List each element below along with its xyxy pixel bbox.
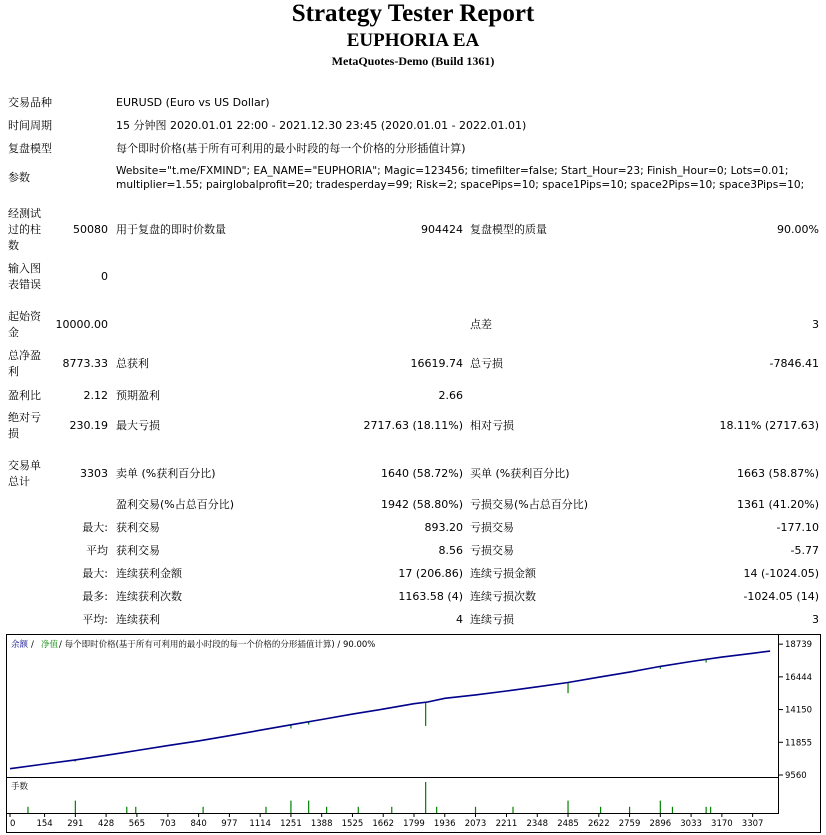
max-drawdown-value: 2717.63 (18.11%) — [363, 419, 463, 432]
ea-name: EUPHORIA EA — [346, 30, 480, 51]
max-consecutive-profit-label: 最多: — [82, 590, 108, 603]
ticks-value: 904424 — [421, 223, 463, 236]
net-profit-value: 8773.33 — [62, 357, 108, 370]
max-consecutive-win-label: 连续获利金额 — [116, 567, 182, 580]
x-tick-label: 2485 — [557, 819, 579, 829]
average-label: 平均 — [86, 544, 108, 557]
net-profit-label: 总净盈利 — [8, 349, 41, 378]
symbol-value: EURUSD (Euro vs US Dollar) — [116, 96, 270, 109]
x-tick-label: 2622 — [587, 819, 610, 829]
average-win-label: 获利交易 — [116, 544, 160, 557]
x-tick-label: 1525 — [341, 819, 364, 829]
x-tick-label: 3307 — [741, 819, 764, 829]
bars-value: 50080 — [73, 223, 108, 236]
rel-drawdown-label: 相对亏损 — [470, 419, 514, 432]
long-positions-label: 买单 (%获利百分比) — [470, 467, 570, 480]
profit-factor-label: 盈利比 — [8, 389, 41, 402]
y-tick-label: 11855 — [785, 738, 813, 749]
average-loss-value: -5.77 — [790, 544, 819, 557]
largest-label: 最大: — [82, 521, 108, 534]
profit-factor-value: 2.12 — [83, 389, 108, 402]
max-consecutive-profit-win-label: 连续获利次数 — [116, 590, 182, 603]
ticks-label: 用于复盘的即时价数量 — [116, 223, 226, 236]
quality-label: 复盘模型的质量 — [470, 223, 547, 236]
max-consecutive-label: 最大: — [82, 567, 108, 580]
legend-balance: 余额 — [11, 640, 29, 650]
gross-profit-label: 总获利 — [116, 357, 149, 370]
x-tick-label: 1388 — [310, 819, 333, 829]
x-tick-label: 565 — [128, 819, 145, 829]
average-loss-label: 亏损交易 — [470, 544, 514, 557]
x-tick-label: 1936 — [433, 819, 456, 829]
bars-label: 经测试过的柱数 — [8, 207, 41, 252]
x-tick-label: 2211 — [495, 819, 518, 829]
total-trades-label: 交易单总计 — [8, 459, 41, 488]
max-consecutive-loss-value: 14 (-1024.05) — [743, 567, 819, 580]
x-tick-label: 977 — [221, 819, 238, 829]
params-line-2: multiplier=1.55; pairglobalprofit=20; tradesperday=99; Risk=2; spacePips=10; space1Pips=10; space2Pips=10; space3Pips=10; — [116, 179, 805, 191]
x-tick-label: 840 — [190, 819, 207, 829]
x-tick-label: 703 — [159, 819, 176, 829]
largest-loss-value: -177.10 — [776, 521, 819, 534]
x-tick-label: 1799 — [403, 819, 425, 829]
x-tick-label: 1662 — [372, 819, 395, 829]
deposit-value: 10000.00 — [55, 318, 108, 331]
largest-loss-label: 亏损交易 — [470, 521, 514, 534]
average-win-value: 8.56 — [438, 544, 463, 557]
y-tick-label: 18739 — [785, 640, 813, 651]
legend-equity: 净值 — [41, 640, 59, 650]
errors-value: 0 — [101, 270, 108, 283]
short-positions-label: 卖单 (%获利百分比) — [116, 467, 216, 480]
report-title: Strategy Tester Report — [291, 0, 535, 27]
loss-trades-value: 1361 (41.20%) — [736, 498, 819, 511]
spread-label: 点差 — [470, 318, 492, 331]
build-info: MetaQuotes-Demo (Build 1361) — [331, 54, 495, 68]
x-tick-label: 2348 — [526, 819, 549, 829]
lots-plot-area — [7, 778, 779, 814]
balance-chart — [6, 634, 821, 833]
params-label: 参数 — [8, 171, 30, 184]
x-tick-label: 154 — [36, 819, 53, 829]
expected-payoff-value: 2.66 — [438, 389, 463, 402]
max-drawdown-label: 最大亏损 — [116, 419, 160, 432]
legend-separator: / — [31, 640, 34, 650]
params-line-1: Website="t.me/FXMIND"; EA_NAME="EUPHORIA"; Magic=123456; timefilter=false; Start_Hour=23; Finish_Hour=0; Lots=0.01; — [116, 165, 789, 177]
win-trades-value: 1942 (58.80%) — [380, 498, 463, 511]
period-label: 时间周期 — [8, 119, 52, 132]
x-tick-label: 291 — [67, 819, 84, 829]
x-tick-label: 3170 — [711, 819, 733, 829]
max-consecutive-loss-label: 连续亏损金额 — [470, 567, 536, 580]
errors-label: 输入图表错误 — [8, 262, 41, 291]
y-tick-label: 14150 — [785, 705, 813, 716]
x-tick-label: 428 — [97, 819, 115, 829]
abs-drawdown-label: 绝对亏损 — [8, 411, 41, 440]
x-tick-label: 3033 — [680, 819, 702, 829]
x-tick-label: 2759 — [618, 819, 641, 829]
symbol-label: 交易品种 — [8, 96, 52, 109]
largest-win-label: 获利交易 — [116, 521, 160, 534]
rel-drawdown-value: 18.11% (2717.63) — [719, 419, 819, 432]
y-tick-label: 16444 — [785, 672, 813, 683]
loss-trades-label: 亏损交易(%占总百分比) — [470, 498, 589, 511]
short-positions-value: 1640 (58.72%) — [380, 467, 463, 480]
average-consecutive-win-value: 4 — [456, 613, 463, 626]
max-consecutive-profit-win-value: 1163.58 (4) — [398, 590, 463, 603]
gross-profit-value: 16619.74 — [410, 357, 463, 370]
average-consecutive-win-label: 连续获利 — [116, 613, 160, 626]
max-consecutive-profit-loss-value: -1024.05 (14) — [743, 590, 819, 603]
x-tick-label: 0 — [10, 819, 16, 829]
abs-drawdown-value: 230.19 — [69, 419, 108, 432]
quality-value: 90.00% — [777, 223, 819, 236]
x-tick-label: 1114 — [249, 819, 271, 829]
x-tick-label: 2896 — [649, 819, 672, 829]
lots-label: 手数 — [11, 782, 29, 792]
max-consecutive-win-value: 17 (206.86) — [398, 567, 463, 580]
x-tick-label: 2073 — [464, 819, 487, 829]
main-plot-area — [7, 635, 779, 778]
spread-value: 3 — [812, 318, 819, 331]
legend-description: / 每个即时价格(基于所有可利用的最小时段的每一个价格的分形插值计算) / 90.00% — [59, 640, 376, 650]
model-value: 每个即时价格(基于所有可利用的最小时段的每一个价格的分形插值计算) — [116, 142, 466, 155]
average-consecutive-loss-value: 3 — [812, 613, 819, 626]
largest-win-value: 893.20 — [424, 521, 463, 534]
average-consecutive-loss-label: 连续亏损 — [470, 613, 514, 626]
max-consecutive-profit-loss-label: 连续亏损次数 — [470, 590, 536, 603]
gross-loss-label: 总亏损 — [470, 357, 503, 370]
deposit-label: 起始资金 — [8, 310, 41, 339]
long-positions-value: 1663 (58.87%) — [736, 467, 819, 480]
total-trades-value: 3303 — [80, 467, 108, 480]
average-consecutive-label: 平均: — [82, 613, 108, 626]
model-label: 复盘模型 — [8, 142, 52, 155]
period-value: 15 分钟图 2020.01.01 22:00 - 2021.12.30 23:45 (2020.01.01 - 2022.01.01) — [116, 119, 527, 132]
win-trades-label: 盈利交易(%占总百分比) — [116, 498, 235, 511]
expected-payoff-label: 预期盈利 — [116, 389, 160, 402]
y-tick-label: 9560 — [785, 771, 807, 781]
gross-loss-value: -7846.41 — [769, 357, 819, 370]
x-tick-label: 1251 — [280, 819, 302, 829]
